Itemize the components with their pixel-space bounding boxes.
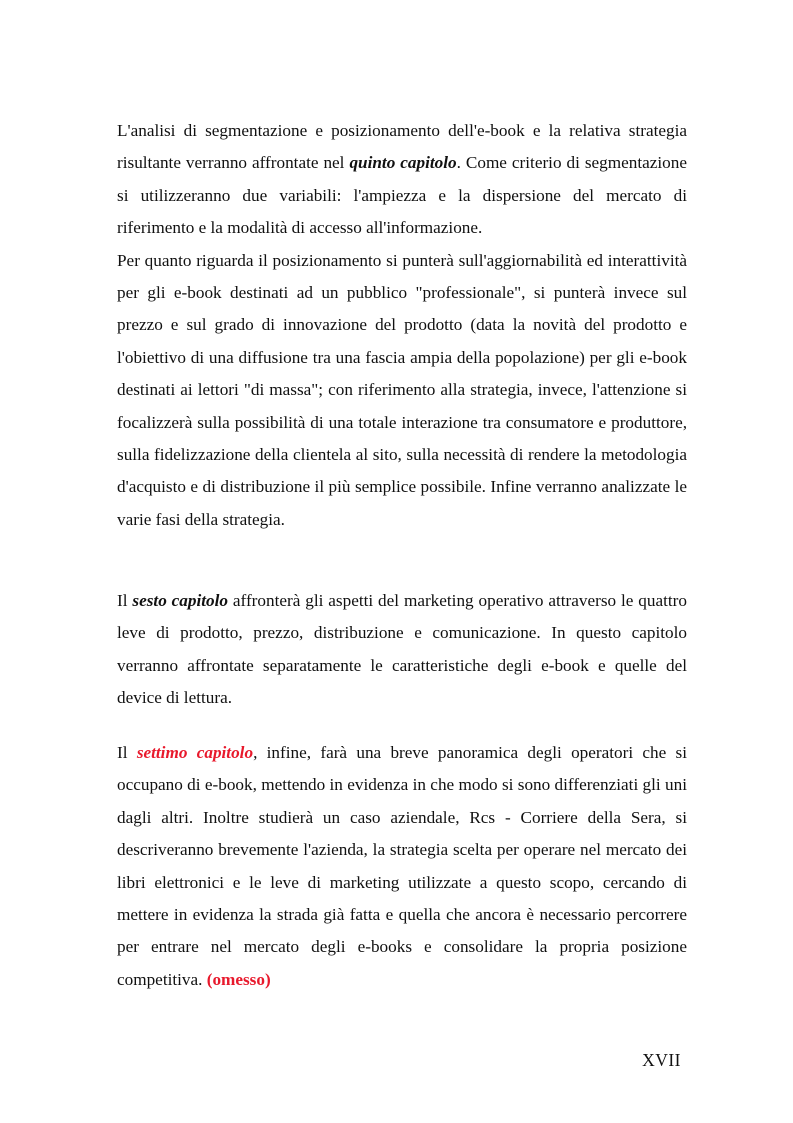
section-chapter-six: [117, 585, 687, 715]
paragraph-operative-marketing: [117, 585, 687, 715]
paragraph-operators: [117, 737, 687, 996]
paragraph-text: Il: [117, 591, 133, 610]
page-number: XVII: [642, 1050, 681, 1070]
paragraph-text: L'analisi di segmentazione e posizionamento dell'e-book e la relativa strategia risultante verranno affrontate nel: [117, 121, 687, 173]
paragraph-text: affronterà gli aspetti del marketing operativo attraverso le quattro leve di prodotto, prezzo, distribuzione e comunicazione. In questo capitolo verranno affrontate separatamente le caratteristiche degli e-book e quelle del device di lettura.: [117, 591, 687, 708]
chapter-reference: settimo capitolo: [136, 743, 254, 762]
paragraph-text: Il: [117, 743, 137, 762]
section-chapter-seven: [117, 737, 687, 996]
paragraph-segmentation: [117, 115, 687, 245]
paragraph-text: , infine, farà una breve panoramica degli operatori che si occupano di e-book, mettendo in evidenza in che modo si sono differenziati gli uni dagli altri. Inoltre studierà un caso aziendale, Rcs - Corriere della Sera, si descriveranno brevemente l'azienda, la strategia scelta per operare nel mercato dei libri elettronici e le leve di marketing utilizzate a questo scopo, cercando di mettere in evidenza la strada già fatta e quella che ancora è necessario percorrere per entrare nel mercato degli e-books e consolidare la propria posizione competitiva.: [117, 743, 688, 989]
chapter-reference: sesto capitolo: [132, 591, 229, 610]
omitted-marker: (omesso): [206, 969, 271, 989]
section-chapter-five: [117, 115, 687, 536]
chapter-reference: quinto capitolo: [349, 153, 457, 173]
paragraph-positioning: Per quanto riguarda il posizionamento si punterà sull'aggiornabilità ed interattività per gli e-book destinati ad un pubblico "professionale", si punterà invece sul prezzo e sul grado di innovazione del prodotto (data la novità del prodotto e l'obiettivo di una diffusione tra una fascia ampia della popolazione) per gli e-book destinati ai lettori "di massa"; con riferimento alla strategia, invece, l'attenzione si focalizzerà sulla possibilità di una totale interazione tra consumatore e produttore, sulla fidelizzazione della clientela al sito, sulla necessità di rendere la metodologia d'acquisto e di distribuzione il più semplice possibile. Infine verranno analizzate le varie fasi della strategia.: [117, 250, 687, 529]
paragraph-text: . Come criterio di segmentazione si utilizzeranno due variabili: l'ampiezza e la dispersione del mercato di riferimento e la modalità di accesso all'informazione.: [117, 153, 687, 238]
